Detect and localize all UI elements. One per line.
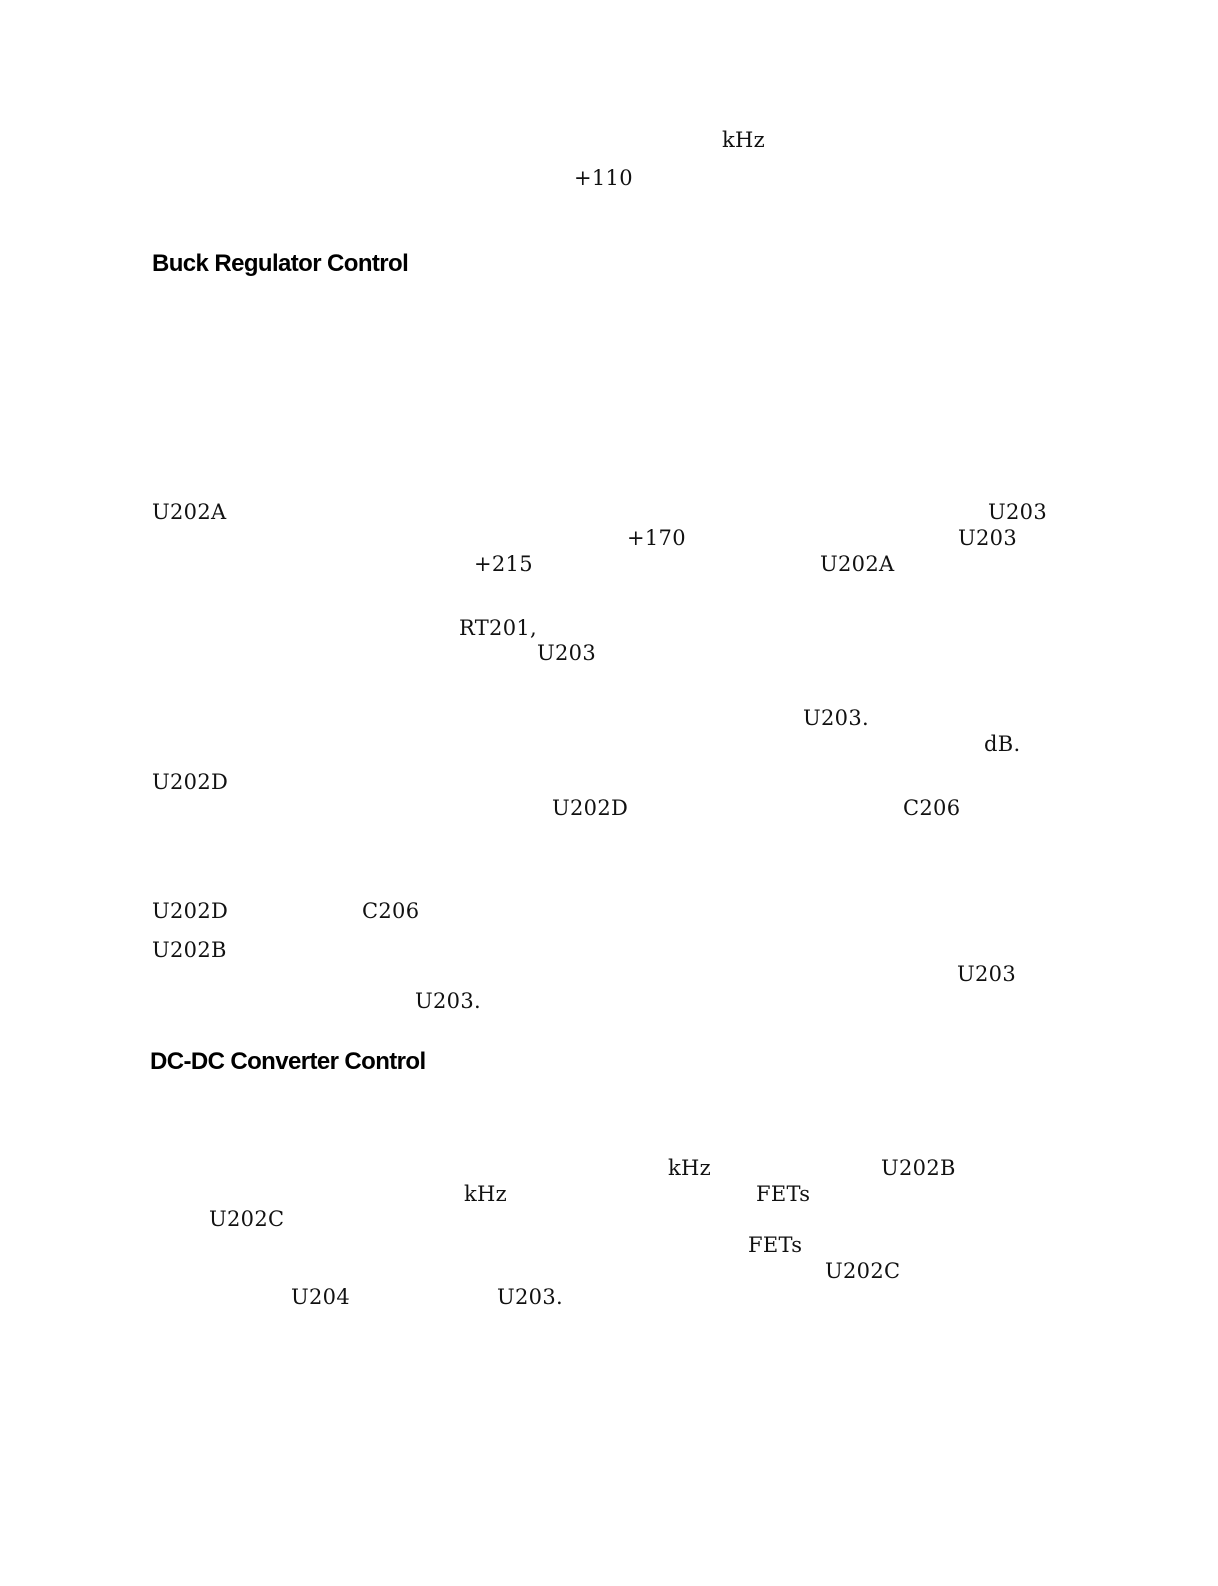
text-fragment-u202d: U202D [152,770,229,794]
text-fragment-u203: U203. [415,989,481,1013]
text-fragment-khz: kHz [464,1182,508,1206]
text-fragment-u202b: U202B [152,938,227,962]
text-fragment-u202a: U202A [152,500,227,524]
text-fragment-plus-110: +110 [574,166,633,190]
text-fragment-u203: U203 [988,500,1047,524]
section-heading-buck-regulator: Buck Regulator Control [152,250,409,277]
text-fragment-plus-215: +215 [474,552,533,576]
section-heading-dc-dc-converter: DC-DC Converter Control [150,1048,426,1075]
text-fragment-u202d: U202D [152,899,229,923]
text-fragment-u203: U203 [958,526,1017,550]
text-fragment-c206: C206 [362,899,420,923]
text-fragment-u203: U203 [537,641,596,665]
text-fragment-fets: FETs [756,1182,811,1206]
text-fragment-u202a: U202A [820,552,895,576]
text-fragment-plus-170: +170 [627,526,686,550]
text-fragment-u202c: U202C [209,1207,285,1231]
text-fragment-u203: U203. [803,706,869,730]
text-fragment-fets: FETs [748,1233,803,1257]
text-fragment-c206: C206 [903,796,961,820]
text-fragment-u202b: U202B [881,1156,956,1180]
text-fragment-u203: U203. [497,1285,563,1309]
text-fragment-u204: U204 [291,1285,350,1309]
text-fragment-u203: U203 [957,962,1016,986]
text-fragment-khz: kHz [722,128,766,152]
text-fragment-u202c: U202C [825,1259,901,1283]
text-fragment-rt201: RT201, [459,616,538,640]
text-fragment-u202d: U202D [552,796,629,820]
text-fragment-db: dB. [984,732,1021,756]
text-fragment-khz: kHz [668,1156,712,1180]
